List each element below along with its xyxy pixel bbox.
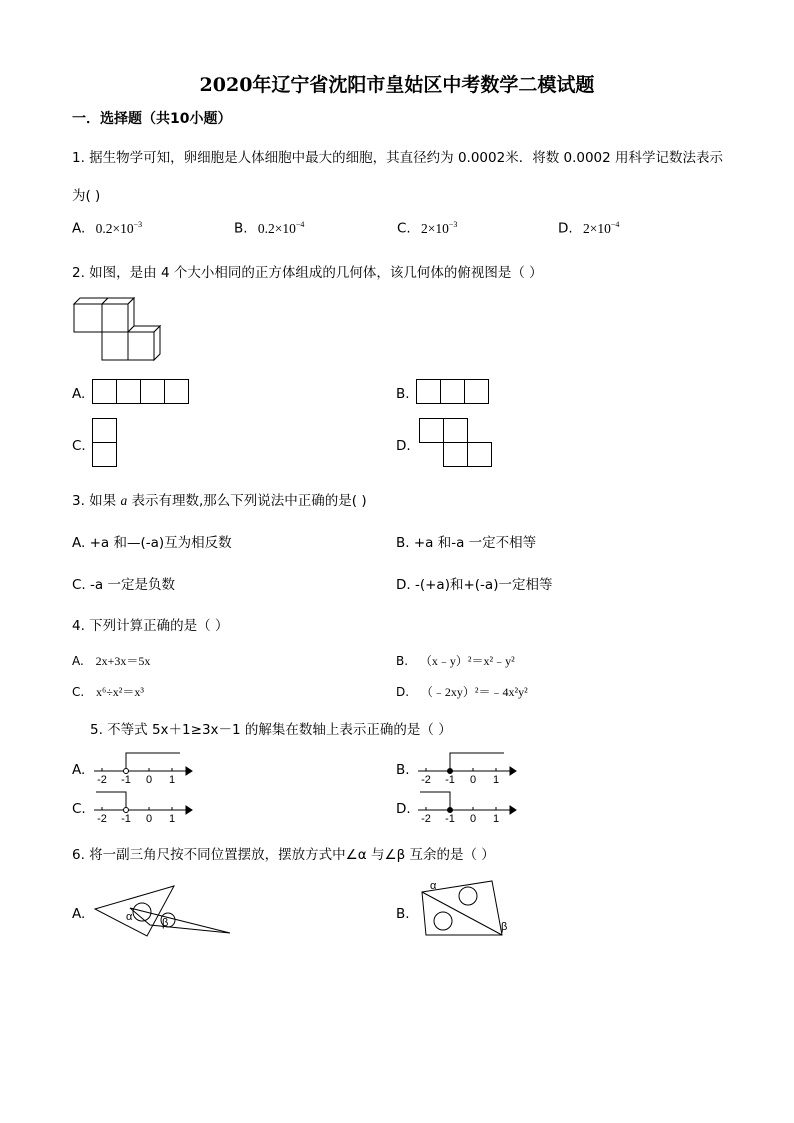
tick-label: -1 [121, 774, 131, 786]
q2-option-b-label[interactable]: B. [396, 386, 410, 402]
tick-label: 0 [145, 813, 153, 825]
tick-label: -2 [97, 813, 107, 825]
q1-option-a[interactable]: A. $0.2\times 10^{-3}$ [72, 220, 143, 237]
q5-option-b-numberline[interactable] [416, 750, 516, 784]
q3-option-d[interactable]: D. -(+a)和+(-a)一定相等 [396, 577, 553, 593]
q1-option-b[interactable]: B. $0.2\times 10^{-4}$ [234, 220, 305, 237]
beta-label: β [501, 921, 508, 933]
q2-option-b-figure[interactable] [416, 379, 492, 405]
tick-label: -2 [97, 774, 107, 786]
page-title: 2020年辽宁省沈阳市皇姑区中考数学二模试题 [199, 74, 595, 96]
q6-option-a-figure[interactable] [92, 880, 234, 940]
tick-label: -1 [445, 813, 455, 825]
q6-option-a-label[interactable]: A. [72, 906, 86, 922]
q2-option-d-figure[interactable] [419, 418, 495, 468]
tick-label: -2 [421, 774, 431, 786]
question-1-text: 1. 据生物学可知，卵细胞是人体细胞中最大的细胞，其直径约为 0.0002米．将数 0.0002 用科学记数法表示 [72, 150, 724, 166]
alpha-label: α [126, 911, 133, 923]
question-4-text: 4. 下列计算正确的是（ ） [72, 618, 229, 634]
q2-option-a-label[interactable]: A. [72, 386, 86, 402]
q2-option-d-label[interactable]: D. [396, 438, 411, 454]
q5-option-a-label[interactable]: A. [72, 762, 86, 778]
tick-label: -2 [421, 813, 431, 825]
tick-label: 1 [168, 813, 176, 825]
question-2-text: 2. 如图，是由 4 个大小相同的正方体组成的几何体，该几何体的俯视图是（ ） [72, 265, 543, 281]
tick-label: 1 [492, 774, 500, 786]
q3-option-b[interactable]: B. +a 和-a 一定不相等 [396, 535, 537, 551]
q5-option-d-label[interactable]: D. [396, 801, 411, 817]
cube-figure [70, 296, 170, 364]
q2-option-c-figure[interactable] [92, 418, 118, 468]
alpha-label: α [430, 880, 437, 892]
q1-option-d[interactable]: D. $2\times 10^{-4}$ [558, 220, 620, 237]
question-6-text: 6. 将一副三角尺按不同位置摆放，摆放方式中∠α 与∠β 互余的是（ ） [72, 847, 495, 863]
question-3-text: 3. 如果 a 表示有理数,那么下列说法中正确的是( ) [72, 493, 367, 509]
q4-option-b[interactable]: B. （x﹣y）²＝x²﹣y² [396, 654, 515, 668]
question-5-text: 5. 不等式 5x＋1≥3x－1 的解集在数轴上表示正确的是（ ） [90, 722, 452, 738]
q6-option-b-figure[interactable] [418, 878, 518, 944]
q2-option-a-figure[interactable] [92, 379, 192, 405]
q3-option-a[interactable]: A. +a 和—(-a)互为相反数 [72, 535, 232, 551]
tick-label: 0 [469, 774, 477, 786]
q3-option-c[interactable]: C. -a 一定是负数 [72, 577, 175, 593]
tick-label: 1 [492, 813, 500, 825]
q1-option-c[interactable]: C. $2\times 10^{-3}$ [397, 220, 458, 237]
beta-label: β [162, 917, 169, 929]
tick-label: 0 [145, 774, 153, 786]
q4-option-a[interactable]: A. 2x+3x＝5x [72, 654, 151, 668]
tick-label: -1 [121, 813, 131, 825]
q5-option-c-label[interactable]: C. [72, 801, 86, 817]
q5-option-a-numberline[interactable] [92, 750, 192, 784]
q6-option-b-label[interactable]: B. [396, 906, 410, 922]
q2-option-c-label[interactable]: C. [72, 438, 86, 454]
q4-option-d[interactable]: D. （﹣2xy）²＝﹣4x²y² [396, 685, 528, 699]
q5-option-b-label[interactable]: B. [396, 762, 410, 778]
tick-label: 0 [469, 813, 477, 825]
q4-option-c[interactable]: C. x⁶÷x²＝x³ [72, 685, 144, 699]
tick-label: -1 [445, 774, 455, 786]
question-1-text-cont: 为( ) [72, 188, 101, 204]
q5-option-d-numberline[interactable] [416, 789, 516, 823]
section-header: 一．选择题（共10小题） [72, 111, 232, 127]
q5-option-c-numberline[interactable] [92, 789, 192, 823]
tick-label: 1 [168, 774, 176, 786]
